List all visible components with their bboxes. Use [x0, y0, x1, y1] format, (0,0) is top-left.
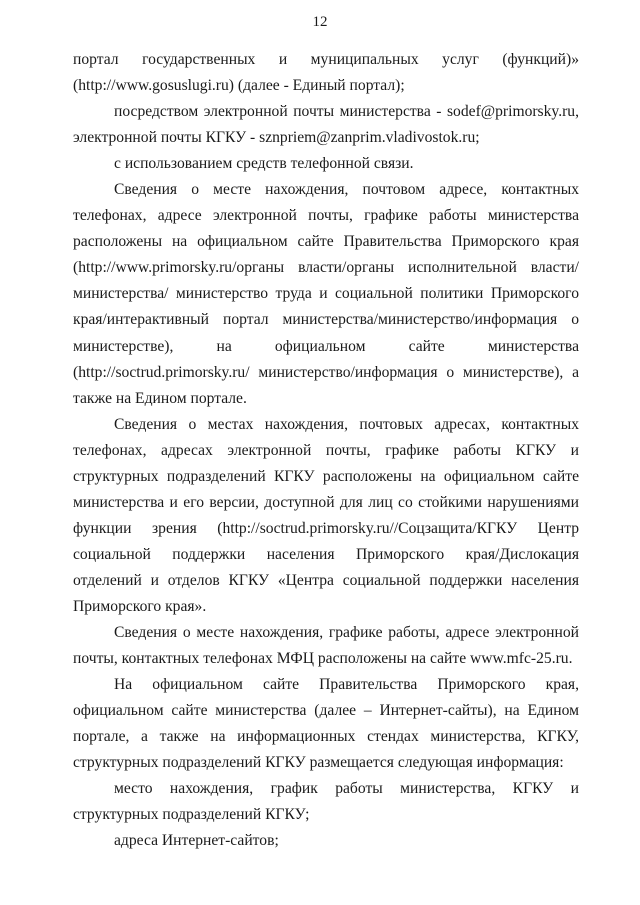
paragraph-work-schedule: место нахождения, график работы министерства, КГКУ и структурных подразделений КГКУ;: [73, 780, 579, 824]
page-number: 12: [312, 14, 328, 30]
paragraph-kgku-locations: Сведения о местах нахождения, почтовых адресах, контактных телефонах, адресах электронной почты, графике работы КГКУ и структурных подразделений КГКУ расположены на официальном сайте министерства и его версии, доступной для лиц со стойкими нарушениями функции зрения (http://soctrud.primorsky.ru//Соцзащита/КГКУ Центр социальной поддержки населения Приморского края/Дислокация отделений и отделов КГКУ «Центра социальной поддержки населения Приморского края».: [73, 415, 579, 615]
paragraph-website-addresses: адреса Интернет-сайтов;: [114, 832, 279, 850]
paragraph-portal-continuation: портал государственных и муниципальных услуг (функций)» (http://www.gosuslugi.ru) (далее - Единый портал);: [73, 51, 579, 95]
paragraph-email-contacts: посредством электронной почты министерства - sodef@primorsky.ru, электронной почты КГКУ - sznpriem@zanprim.vladivostok.ru;: [73, 103, 579, 147]
document-body: [73, 47, 579, 854]
paragraph-mfc-location: Сведения о месте нахождения, графике работы, адресе электронной почты, контактных телефонах МФЦ расположены на сайте www.mfc-25.ru.: [73, 624, 579, 668]
paragraph-phone: с использованием средств телефонной связи.: [114, 155, 414, 173]
paragraph-info-placement: На официальном сайте Правительства Приморского края, официальном сайте министерства (далее – Интернет-сайты), на Едином портале, а также на информационных стендах министерства, КГКУ, структурных подразделений КГКУ размещается следующая информация:: [73, 676, 579, 772]
paragraph-ministry-location: Сведения о месте нахождения, почтовом адресе, контактных телефонах, адресе электронной почты, графике работы министерства расположены на официальном сайте Правительства Приморского края (http://www.primorsky.ru/органы власти/органы исполнительной власти/ министерства/ министерство труда и социальной политики Приморского края/интерактивный портал министерства/министерство/информация о министерстве), на официальном сайте министерства (http://soctrud.primorsky.ru/ министерство/информация о министерстве), а также на Едином портале.: [73, 181, 579, 407]
